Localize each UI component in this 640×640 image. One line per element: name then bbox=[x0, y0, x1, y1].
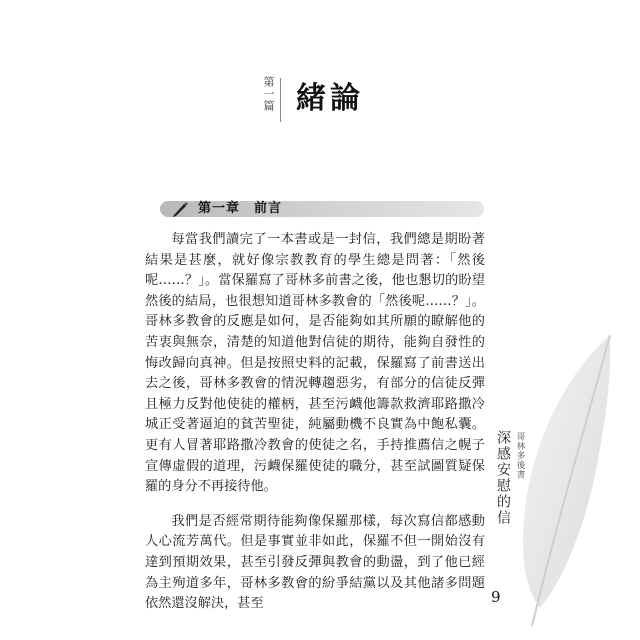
paragraph: 每當我們讀完了一本書或是一封信，我們總是期盼著結果是甚麼，就好像宗教教育的學生總是問著：「然後呢……？」。當保羅寫了哥林多前書之後，他也懇切的盼望然後的結局，也很想知道哥林多教會的「然後呢……？」。哥林多教會的反應是如何，是否能夠如其所願的瞭解他的苦衷與無奈，清楚的知道他對信徒的期待，能夠自發性的悔改歸向真神。但是按照史料的記載，保羅寫了前書送出去之後，哥林多教會的情況轉趨惡劣，有部分的信徒反彈且極力反對他使徒的權柄，甚至污衊他籌款救濟耶路撒冷城正受著逼迫的貧苦聖徒，純屬動機不良實為中飽私囊。更有人冒著耶路撒冷教會的使徒之名，手持推薦信之幌子宣傳虛假的道理，污衊保羅使徒的職分，甚至試圖質疑保羅的身分不再接待他。 bbox=[145, 232, 485, 495]
part-divider bbox=[280, 78, 281, 122]
page-number: 9 bbox=[491, 588, 501, 606]
paragraph: 我們是否經常期待能夠像保羅那樣，每次寫信都感動人心流芳萬代。但是事實並非如此，保羅不但一開始沒有達到預期效果，甚至引發反彈與教會的動盪，到了他已經為主殉道多年，哥林多教會的紛爭結黨以及其他諸多問題依然還沒解決，甚至 bbox=[145, 513, 485, 612]
body-text bbox=[145, 230, 485, 615]
running-head bbox=[495, 430, 525, 526]
part-label: 第一篇 bbox=[262, 76, 275, 112]
feather-icon bbox=[510, 330, 620, 630]
quill-pen-icon bbox=[170, 199, 190, 219]
chapter-title: 第一章 前言 bbox=[198, 201, 283, 216]
part-title: 緒論 bbox=[296, 81, 364, 116]
running-head-title: 深感安慰的信 bbox=[495, 430, 511, 526]
running-head-series: 哥林多後書 bbox=[515, 432, 525, 480]
